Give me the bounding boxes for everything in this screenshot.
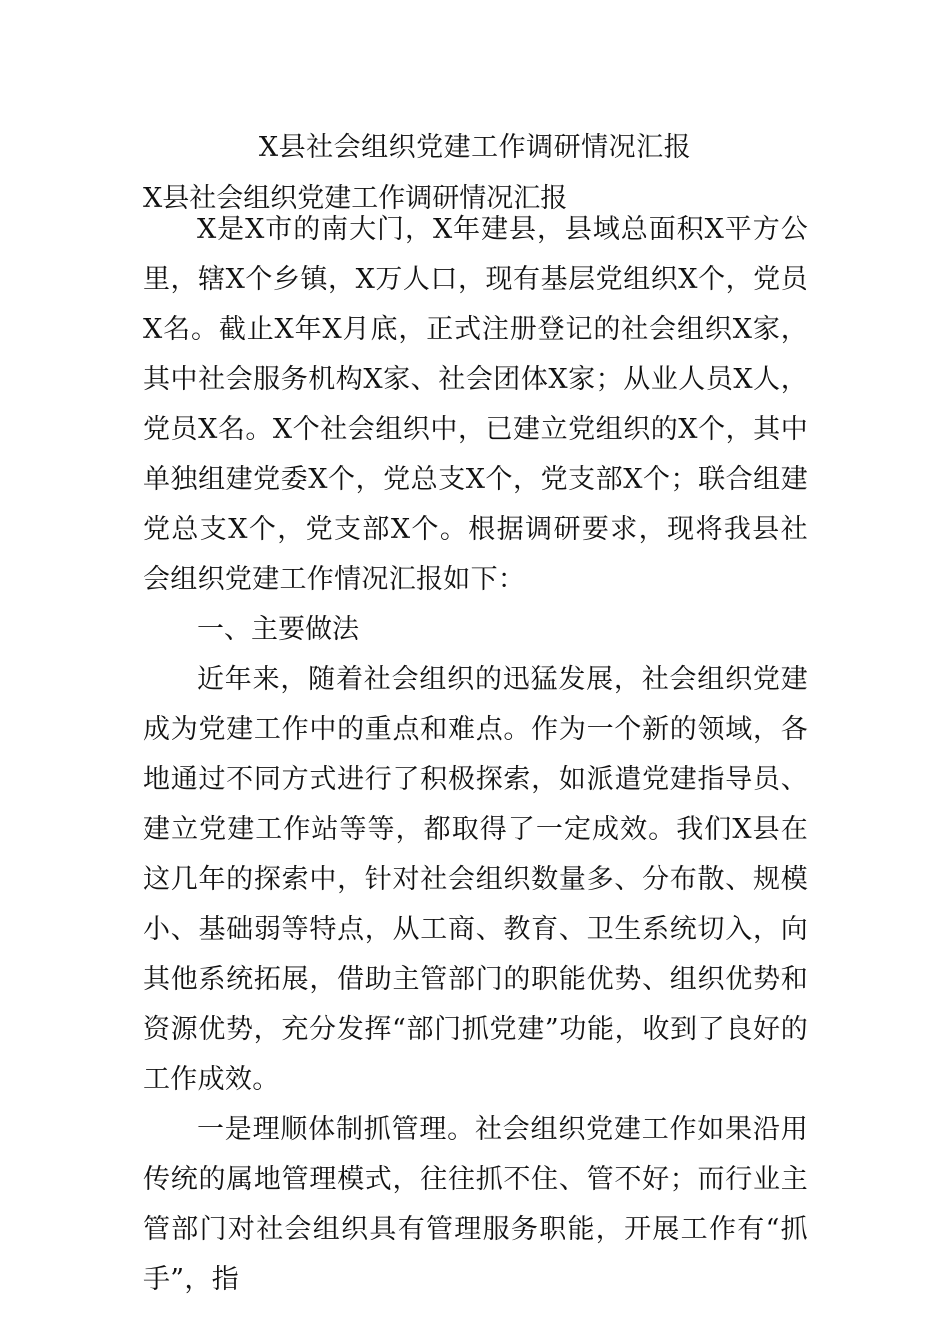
section-heading: 一、主要做法 xyxy=(197,614,359,645)
body-paragraph: 近年来，随着社会组织的迅猛发展，社会组织党建成为党建工作中的重点和难点。作为一个新的领域，各地通过不同方式进行了积极探索，如派遣党建指导员、建立党建工作站等等，都取得了一定成效。我们X县在这几年的探索中，针对社会组织数量多、分布散、规模小、基础弱等特点，从工商、教育、卫生系统切入，向其他系统拓展，借助主管部门的职能优势、组织优势和资源优势，充分发挥“部门抓党建”功能，收到了良好的工作成效。 xyxy=(143,664,808,1095)
body-paragraph: 一是理顺体制抓管理。社会组织党建工作如果沿用传统的属地管理模式，往往抓不住、管不好；而行业主管部门对社会组织具有管理服务职能，开展工作有“抓手”，指 xyxy=(143,1114,808,1295)
document-body xyxy=(143,205,808,1305)
document-subtitle: X县社会组织党建工作调研情况汇报 xyxy=(143,183,568,214)
intro-paragraph: X是X市的南大门，X年建县，县域总面积X平方公里，辖X个乡镇，X万人口，现有基层党组织X个，党员X名。截止X年X月底，正式注册登记的社会组织X家，其中社会服务机构X家、社会团体X家；从业人员X人，党员X名。X个社会组织中，已建立党组织的X个，其中单独组建党委X个，党总支X个，党支部X个；联合组建党总支X个，党支部X个。根据调研要求，现将我县社会组织党建工作情况汇报如下： xyxy=(143,214,808,595)
document-title: X县社会组织党建工作调研情况汇报 xyxy=(258,132,692,163)
